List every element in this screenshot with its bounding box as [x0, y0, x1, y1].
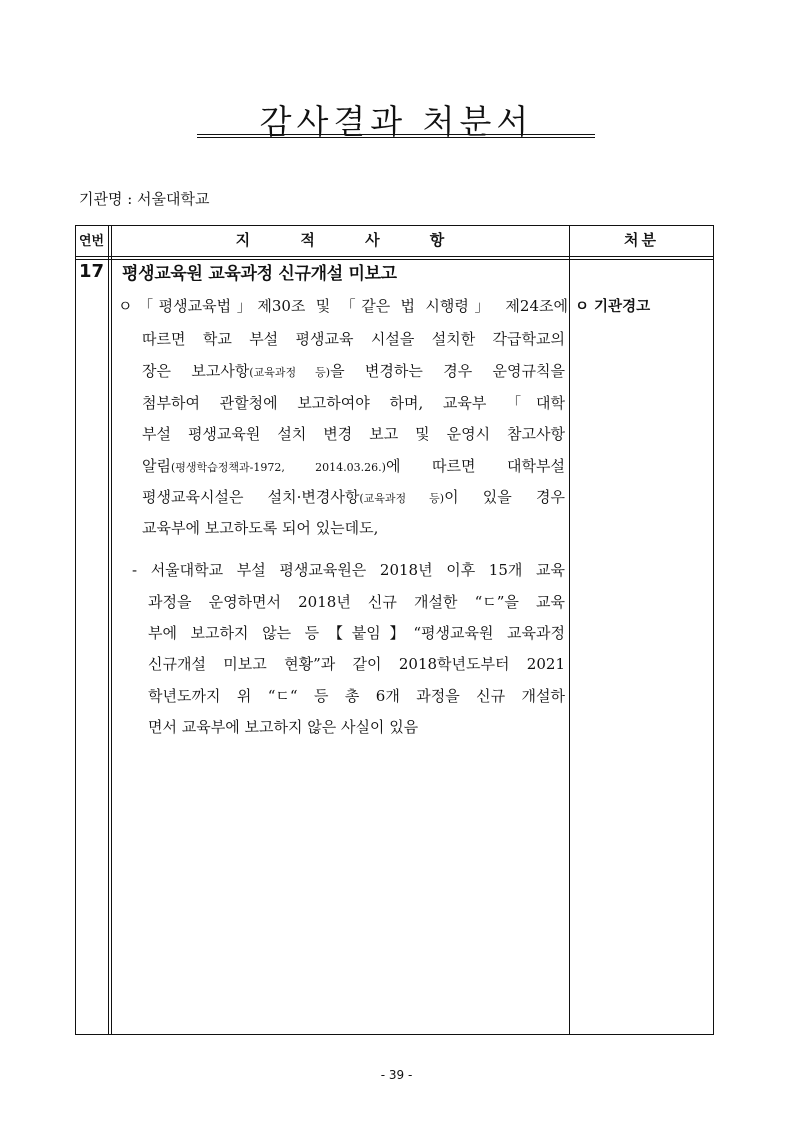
finding-detail-line: 신규개설 미보고 현황”과 같이 2018학년도부터 2021	[148, 655, 565, 673]
finding-line: 첨부하여 관할청에 보고하여야 하며, 교육부 「대학	[142, 394, 565, 412]
column-divider-no	[108, 225, 109, 1035]
page-number: - 39 -	[380, 1068, 413, 1082]
finding-line: 알림(평생학습정책과-1972, 2014.03.26.)에 따르면 대학부설	[142, 457, 565, 475]
title-underline	[197, 134, 595, 135]
finding-detail-line: 과정을 운영하면서 2018년 신규 개설한 “ㄷ”을 교육	[148, 593, 565, 611]
finding-line: 장은 보고사항(교육과정 등)을 변경하는 경우 운영규칙을	[142, 362, 566, 380]
finding-line: ㅇ「평생교육법」제30조 및 「같은 법 시행령」 제24조에	[118, 297, 568, 315]
column-divider-no-second	[111, 225, 112, 1035]
finding-detail-line: 학년도까지 위 “ㄷ“ 등 총 6개 과정을 신규 개설하	[148, 687, 565, 705]
header-disposition: 처분	[624, 231, 659, 249]
finding-line: 평생교육시설은 설치·변경사항(교육과정 등)이 있을 경우	[142, 488, 565, 506]
column-divider-disposition	[569, 225, 570, 1035]
disposition-value: ㅇ 기관경고	[575, 299, 651, 315]
finding-title: 평생교육원 교육과정 신규개설 미보고	[122, 264, 397, 284]
agency-name: 기관명 : 서울대학교	[79, 190, 210, 208]
document-title: 감사결과 처분서	[259, 102, 534, 141]
finding-detail-line: 부에 보고하지 않는 등【붙임】“평생교육원 교육과정	[148, 624, 565, 642]
header-no: 연번	[78, 234, 105, 249]
finding-line: 부설 평생교육원 설치 변경 보고 및 운영시 참고사항	[142, 425, 565, 443]
row-number: 17	[78, 261, 105, 282]
header-findings: 지 적 사 항	[235, 231, 445, 249]
audit-table	[75, 225, 714, 1035]
finding-line: 교육부에 보고하도록 되어 있는데도,	[142, 519, 379, 537]
finding-detail-line: 면서 교육부에 보고하지 않은 사실이 있음	[148, 718, 419, 736]
finding-line: 따르면 학교 부설 평생교육 시설을 설치한 각급학교의	[142, 330, 565, 348]
title-underline-second	[197, 137, 595, 138]
finding-detail-line: - 서울대학교 부설 평생교육원은 2018년 이후 15개 교육	[132, 561, 565, 579]
header-divider	[75, 256, 714, 257]
